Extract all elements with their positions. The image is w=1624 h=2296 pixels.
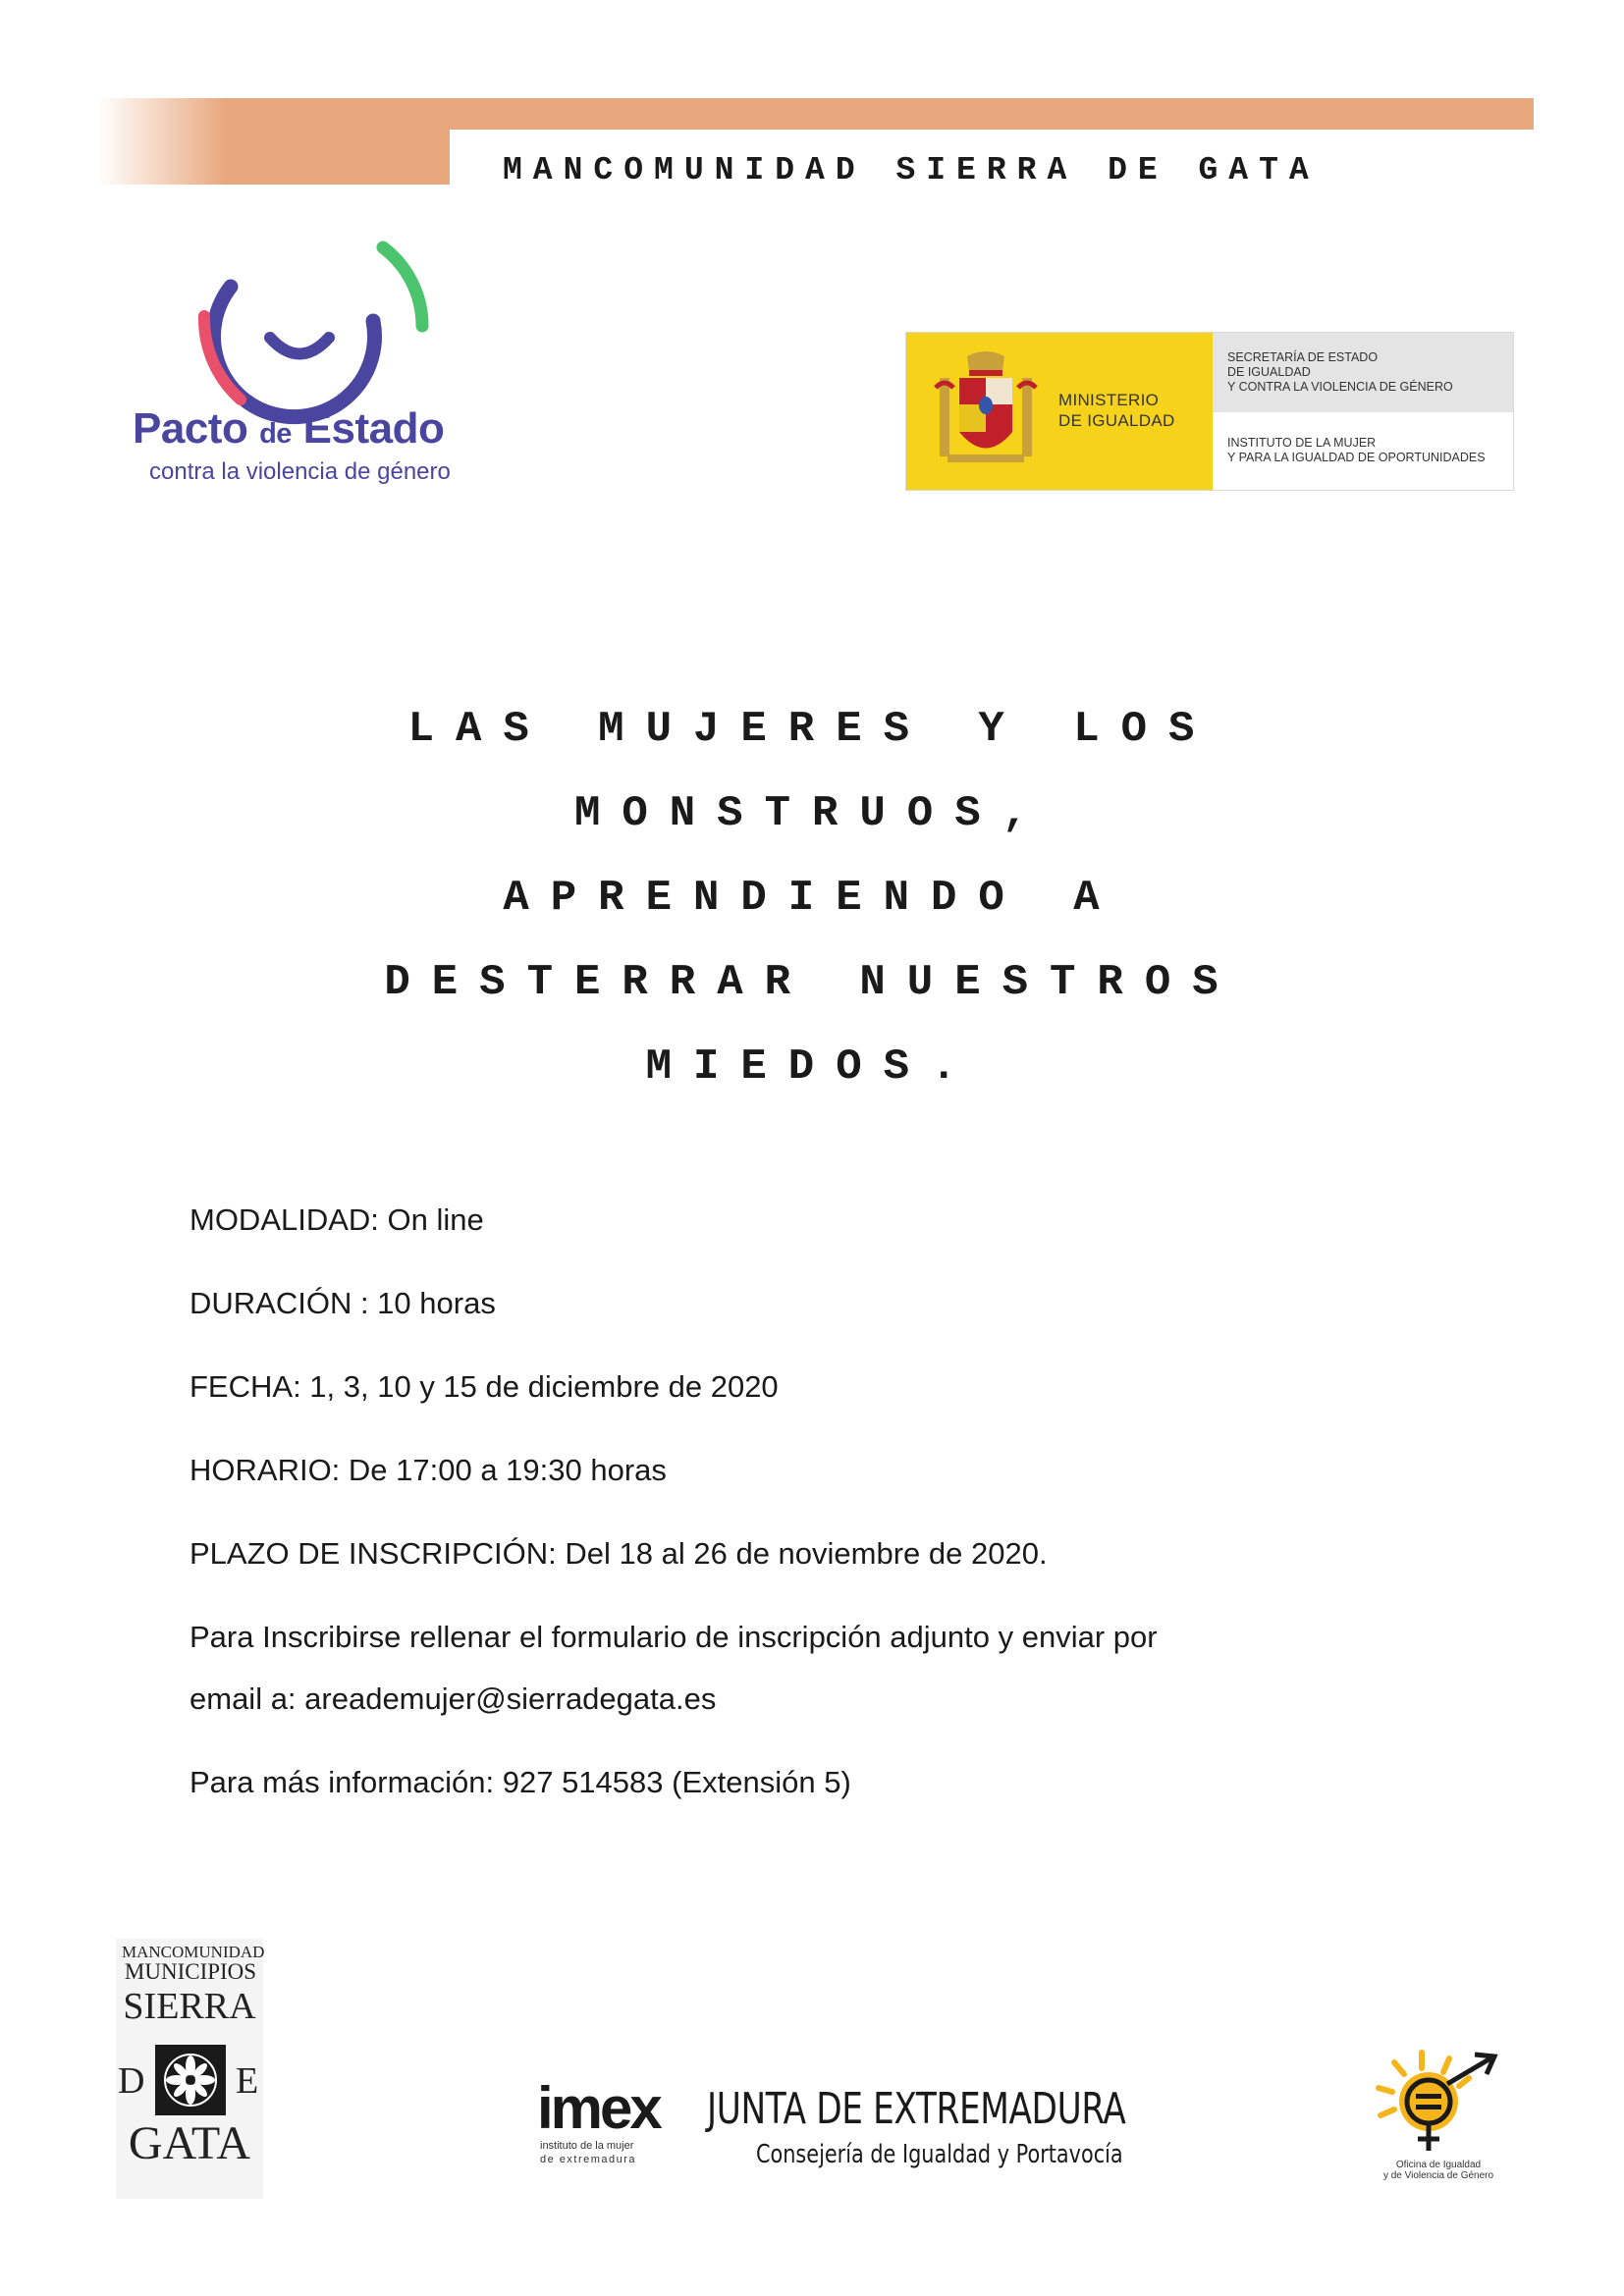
instituto-line2: Y PARA LA IGUALDAD DE OPORTUNIDADES (1227, 451, 1486, 464)
plazo-text: PLAZO DE INSCRIPCIÓN: Del 18 al 26 de noviembre de 2020. (189, 1536, 1048, 1571)
modalidad-text: MODALIDAD: On line (189, 1202, 484, 1237)
sierra-flower-icon (155, 2045, 226, 2115)
title-line: LAS MUJERES Y LOS (407, 705, 1217, 754)
header-band (98, 98, 1534, 130)
title-line: MIEDOS. (645, 1042, 979, 1092)
ministerio-name (1058, 390, 1175, 431)
oficina-line2: y de Violencia de Género (1382, 2170, 1494, 2181)
junta-subtitle: Consejería de Igualdad y Portavocía (756, 2140, 1123, 2169)
inscribirse-text: Para Inscribirse rellenar el formulario de inscripción adjunto y enviar por (189, 1620, 1158, 1654)
pacto-title (133, 404, 444, 454)
main-title (295, 687, 1329, 1109)
pacto-title-estado: Estado (302, 404, 445, 453)
instituto-text (1227, 436, 1512, 465)
header-band-left (98, 130, 450, 185)
title-line: APRENDIENDO A (503, 874, 1121, 923)
header-band-corner (450, 130, 469, 149)
horario-text: HORARIO: De 17:00 a 19:30 horas (189, 1453, 667, 1487)
mas-info-text: Para más información: 927 514583 (Extensión 5) (189, 1765, 851, 1799)
duracion-text: DURACIÓN : 10 horas (189, 1286, 496, 1320)
oficina-line1: Oficina de Igualdad (1395, 2160, 1482, 2170)
secretaria-line1: SECRETARÍA DE ESTADO (1227, 350, 1379, 364)
sierra-logo-line2: MUNICIPIOS (124, 1959, 257, 1984)
oficina-igualdad-icon (1365, 2045, 1512, 2158)
organization-title: MANCOMUNIDAD SIERRA DE GATA (503, 152, 1320, 188)
secretaria-line2: DE IGUALDAD (1227, 365, 1311, 379)
imex-subtitle-1: instituto de la mujer (540, 2140, 634, 2152)
title-line: DESTERRAR NUESTROS (384, 958, 1240, 1007)
imex-subtitle-2: de extremadura (540, 2154, 637, 2165)
ministerio-name-line1: MINISTERIO (1058, 391, 1160, 409)
secretaria-text (1227, 350, 1512, 395)
ministerio-name-line2: DE IGUALDAD (1058, 411, 1175, 430)
coat-of-arms-icon (928, 348, 1044, 471)
sierra-logo-line1: MANCOMUNIDAD (122, 1943, 265, 1961)
fecha-text: FECHA: 1, 3, 10 y 15 de diciembre de 2020 (189, 1369, 779, 1404)
pacto-title-main: Pacto (133, 404, 248, 453)
instituto-line1: INSTITUTO DE LA MUJER (1227, 436, 1377, 450)
sierra-logo-line3: SIERRA (123, 1986, 256, 2027)
title-line: MONSTRUOS, (573, 789, 1051, 838)
pacto-title-de: de (259, 418, 292, 450)
imex-logo: imex (537, 2075, 660, 2141)
junta-title: JUNTA DE EXTREMADURA (707, 2084, 1126, 2134)
pacto-subtitle: contra la violencia de género (149, 458, 451, 485)
sierra-logo-d: D (118, 2060, 145, 2102)
secretaria-line3: Y CONTRA LA VIOLENCIA DE GÉNERO (1227, 380, 1453, 394)
sierra-logo-e: E (236, 2060, 259, 2102)
email-text[interactable]: email a: areademujer@sierradegata.es (189, 1682, 717, 1716)
sierra-logo-line4: GATA (128, 2117, 251, 2169)
